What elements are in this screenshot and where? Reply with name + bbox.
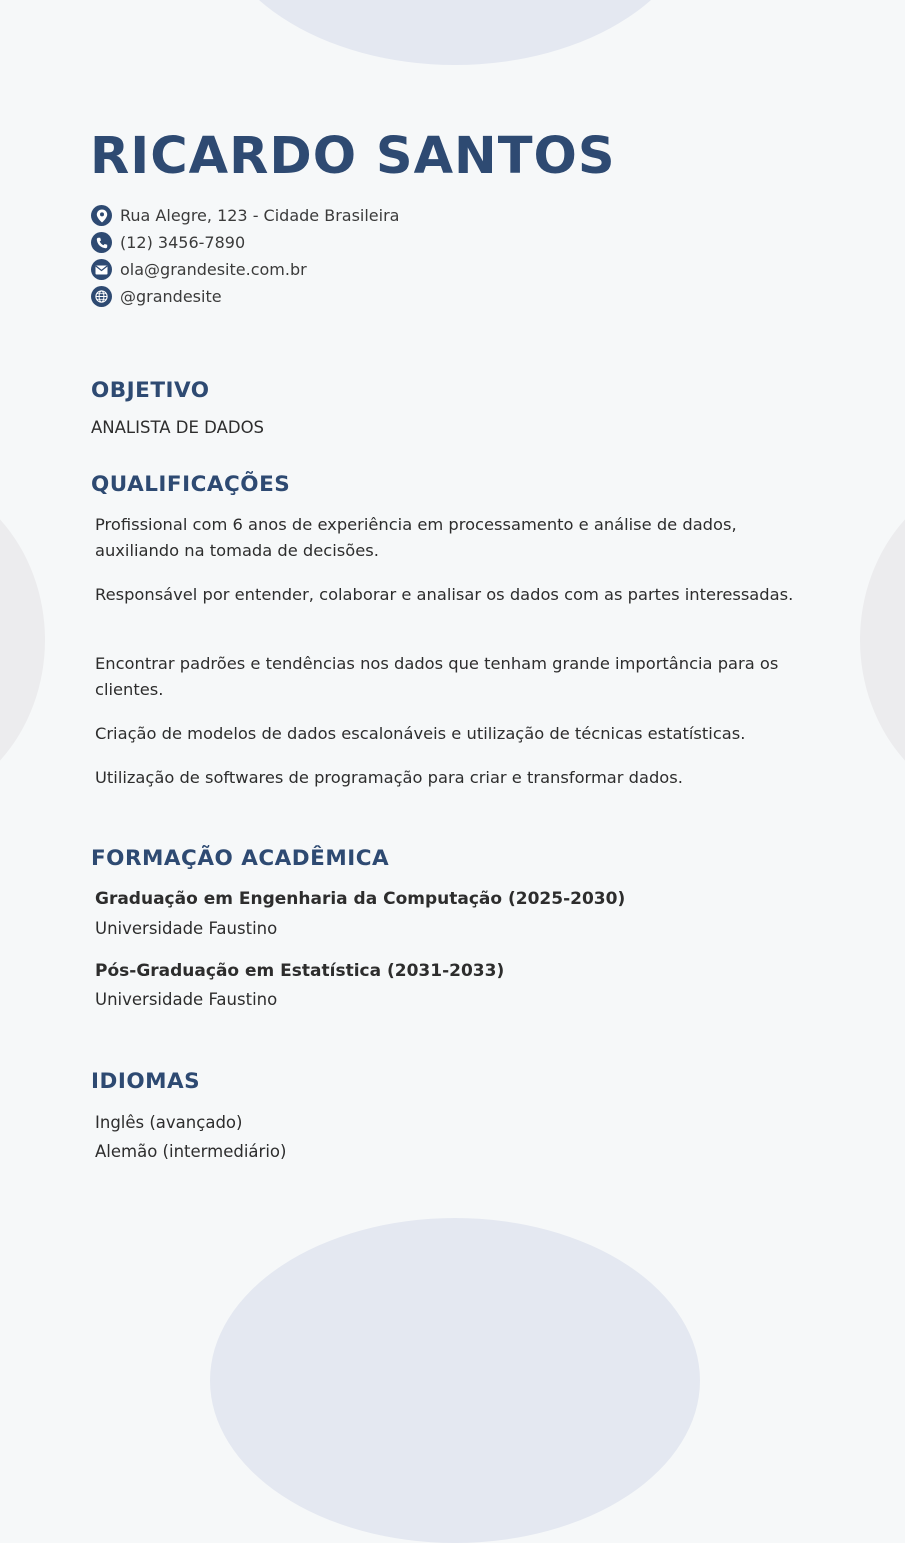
contact-address-text: Rua Alegre, 123 - Cidade Brasileira	[120, 206, 400, 225]
resume-name: RICARDO SANTOS	[90, 127, 616, 186]
contact-list	[91, 202, 399, 310]
contact-web-text: @grandesite	[120, 287, 222, 306]
contact-address	[91, 202, 399, 229]
qualification-item: Criação de modelos de dados escalonáveis e utilização de técnicas estatísticas.	[95, 724, 746, 743]
contact-email-text: ola@grandesite.com.br	[120, 260, 307, 279]
qualifications-heading: QUALIFICAÇÕES	[91, 472, 291, 497]
contact-phone	[91, 229, 399, 256]
globe-icon	[91, 286, 112, 307]
education-degree: Pós-Graduação em Estatística (2031-2033)	[95, 961, 505, 981]
decorative-right-shape	[860, 470, 905, 810]
phone-icon	[91, 232, 112, 253]
location-pin-icon	[91, 205, 112, 226]
contact-web	[91, 283, 399, 310]
education-school: Universidade Faustino	[95, 990, 278, 1009]
objective-text: ANALISTA DE DADOS	[91, 418, 265, 437]
languages-heading: IDIOMAS	[91, 1069, 201, 1094]
language-item: Inglês (avançado)	[95, 1113, 243, 1132]
decorative-top-shape	[210, 0, 700, 65]
qualification-item: Profissional com 6 anos de experiência em processamento e análise de dados, auxiliando na tomada de decisões.	[95, 515, 737, 560]
email-icon	[91, 259, 112, 280]
contact-phone-text: (12) 3456-7890	[120, 233, 246, 252]
education-degree: Graduação em Engenharia da Computação (2025-2030)	[95, 889, 626, 909]
objective-heading: OBJETIVO	[91, 378, 210, 403]
decorative-bottom-shape	[210, 1218, 700, 1543]
qualification-item: Responsável por entender, colaborar e analisar os dados com as partes interessadas.	[95, 585, 794, 604]
contact-email	[91, 256, 399, 283]
education-heading: FORMAÇÃO ACADÊMICA	[91, 846, 390, 871]
decorative-left-shape	[0, 470, 45, 810]
qualification-item: Encontrar padrões e tendências nos dados que tenham grande importância para os clientes.	[95, 654, 779, 699]
qualification-item: Utilização de softwares de programação para criar e transformar dados.	[95, 768, 683, 787]
education-school: Universidade Faustino	[95, 919, 278, 938]
language-item: Alemão (intermediário)	[95, 1142, 287, 1161]
